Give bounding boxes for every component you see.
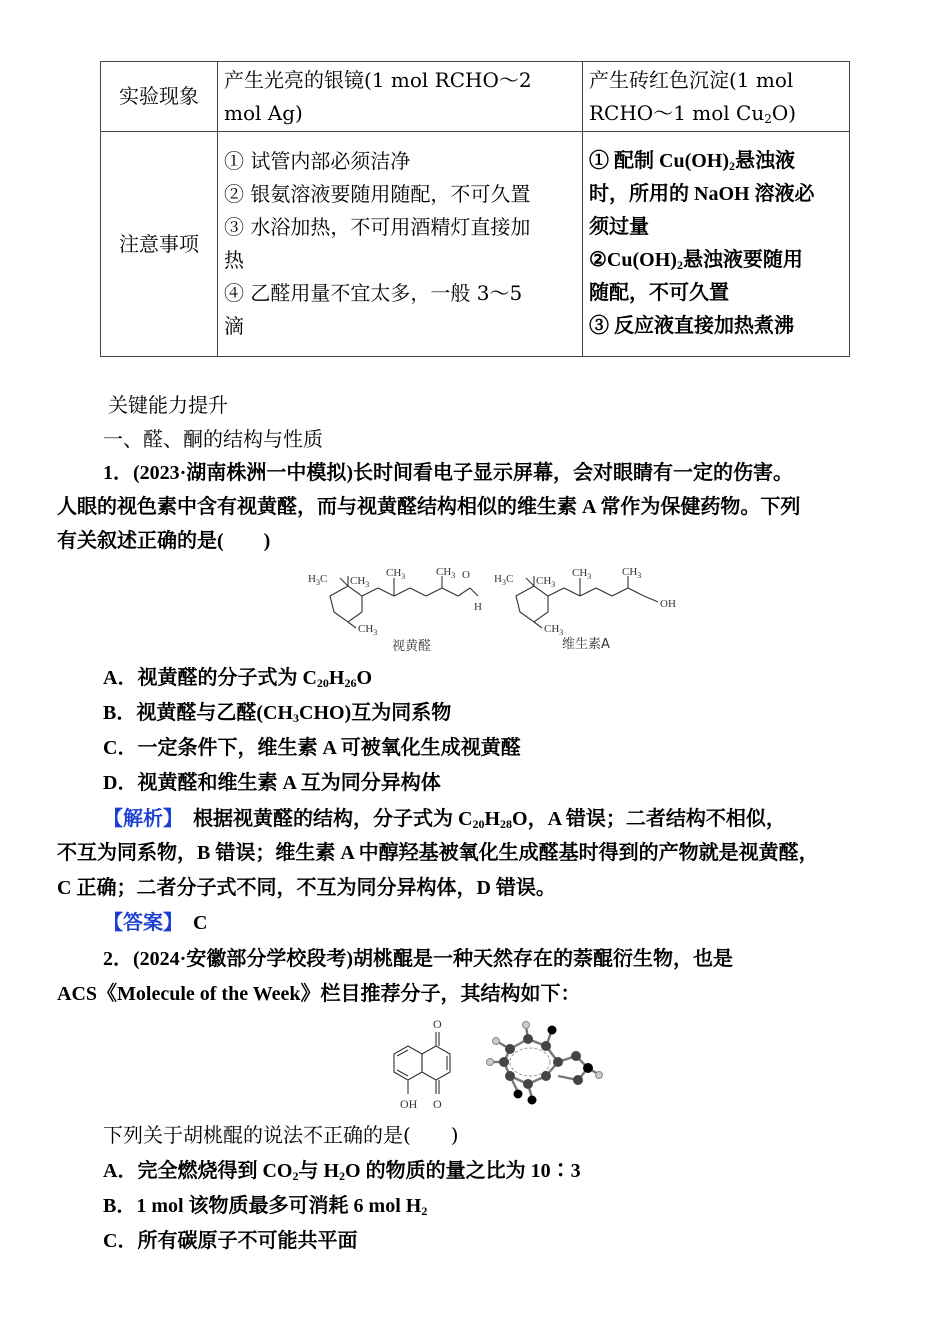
svg-text:O: O (433, 1097, 442, 1111)
table-row (101, 132, 850, 357)
table-cell (583, 132, 850, 357)
q1-option-d: D．视黄醛和维生素 A 互为同分异构体 (103, 772, 441, 794)
svg-text:H: H (474, 601, 482, 613)
svg-text:CH3: $CH_3$ (622, 566, 642, 580)
table-cell (218, 62, 583, 132)
q2-stem-line3: 下列关于胡桃醌的说法不正确的是( ) (103, 1123, 459, 1147)
svg-text:H3C: $H_3C$ (308, 573, 328, 587)
svg-text:CH3: $CH_3$ (358, 623, 378, 637)
experiment-table (100, 61, 850, 357)
cell-line: 时，所用的 NaOH 溶液必 (589, 183, 815, 205)
q2-option-b: B．1 mol 该物质最多可消耗 6 mol $H_2$ (103, 1195, 428, 1218)
q1-stem-line2: 人眼的视色素中含有视黄醛，而与视黄醛结构相似的维生素 A 常作为保健药物。下列 (57, 496, 801, 518)
table-row (101, 62, 850, 132)
cell-line: ① 试管内部必须洁净 (224, 149, 411, 173)
cell-line: RCHO～1 mol $Cu_2O$) (589, 100, 797, 126)
q1-analysis-line1: 【解析】 根据视黄醛的结构，分子式为 $C_{20}H_{28}O$，A 错误；二者结构不相似， (103, 808, 786, 831)
row-head: 注意事项 (119, 231, 199, 256)
analysis-label: 【解析】 (103, 808, 173, 830)
cell-line: 产生光亮的银镜(1 mol RCHO～2 (224, 67, 532, 92)
cell-line: ③ 反应液直接加热煮沸 (589, 315, 794, 337)
q1-analysis-line3: C 正确；二者分子式不同，不互为同分异构体，D 错误。 (57, 877, 556, 899)
q2-option-a: A．完全燃烧得到 $CO_2$与 $H_2O$ 的物质的量之比为 10∶3 (103, 1160, 581, 1183)
caption-vitamin-a: 维生素A (562, 637, 610, 652)
table-cell (218, 132, 583, 357)
cell-line: 热 (224, 248, 244, 272)
q1-option-b: B．视黄醛与乙醛$(CH_3CHO)$互为同系物 (103, 702, 452, 725)
q1-stem-line3: 有关叙述正确的是( ) (57, 530, 271, 552)
svg-text:OH: OH (400, 1097, 418, 1111)
svg-text:CH3: $CH_3$ (436, 566, 456, 580)
cell-line: ② 银氨溶液要随用随配，不可久置 (224, 182, 531, 206)
q1-option-c: C．一定条件下，维生素 A 可被氧化生成视黄醛 (103, 737, 521, 759)
answer-value: C (193, 912, 208, 934)
svg-text:O: O (433, 1017, 442, 1031)
section-title: 关键能力提升 (108, 393, 228, 417)
cell-line: 随配，不可久置 (589, 282, 729, 304)
cell-line: 产生砖红色沉淀(1 mol (589, 67, 794, 92)
juglone-skeletal (394, 1032, 450, 1094)
svg-text:CH3: $CH_3$ (572, 567, 592, 581)
table-cell-head (101, 132, 218, 357)
juglone-structures (380, 1014, 620, 1114)
retinal-vitamin-a-structures (300, 562, 700, 658)
svg-text:OH: OH (660, 598, 676, 610)
cell-line: ③ 水浴加热，不可用酒精灯直接加 (224, 215, 531, 239)
svg-text:CH3: $CH_3$ (544, 623, 564, 637)
q2-stem-line1: 2．(2024·安徽部分学校段考)胡桃醌是一种天然存在的萘醌衍生物，也是 (103, 948, 733, 970)
cell-line: 须过量 (589, 216, 649, 238)
svg-text:H3C: $H_3C$ (494, 573, 514, 587)
section-subtitle: 一、醛、酮的结构与性质 (103, 427, 323, 451)
svg-text:CH3: $CH_3$ (350, 575, 370, 589)
cell-line: ④ 乙醛用量不宜太多，一般 3～5 (224, 281, 523, 305)
cell-line: ① 配制 $Cu(OH)_2$悬浊液 (589, 150, 795, 173)
q1-option-a: A．视黄醛的分子式为 $C_{20}H_{26}O$ (103, 667, 373, 690)
svg-text:CH3: $CH_3$ (536, 575, 556, 589)
cell-line: $②Cu(OH)_2$悬浊液要随用 (589, 249, 803, 272)
q1-analysis-line2: 不互为同系物，B 错误；维生素 A 中醇羟基被氧化生成醛基时得到的产物就是视黄醛， (57, 842, 819, 864)
q2-stem-line2: ACS《Molecule of the Week》栏目推荐分子，其结构如下： (57, 983, 581, 1005)
q1-answer (103, 906, 943, 941)
caption-retinal: 视黄醛 (392, 639, 432, 654)
answer-label: 【答案】 (103, 912, 173, 934)
cell-line: 滴 (224, 314, 244, 338)
juglone-ball-stick (487, 1022, 603, 1105)
table-cell-head (101, 62, 218, 132)
q1-stem-line1: 1．(2023·湖南株洲一中模拟)长时间看电子显示屏幕，会对眼睛有一定的伤害。 (103, 462, 793, 484)
table-cell (583, 62, 850, 132)
row-head: 实验现象 (119, 84, 199, 108)
cell-line: mol Ag) (224, 100, 303, 125)
svg-text:CH3: $CH_3$ (386, 567, 406, 581)
q2-option-c: C．所有碳原子不可能共平面 (103, 1230, 358, 1252)
svg-text:O: O (462, 569, 470, 581)
